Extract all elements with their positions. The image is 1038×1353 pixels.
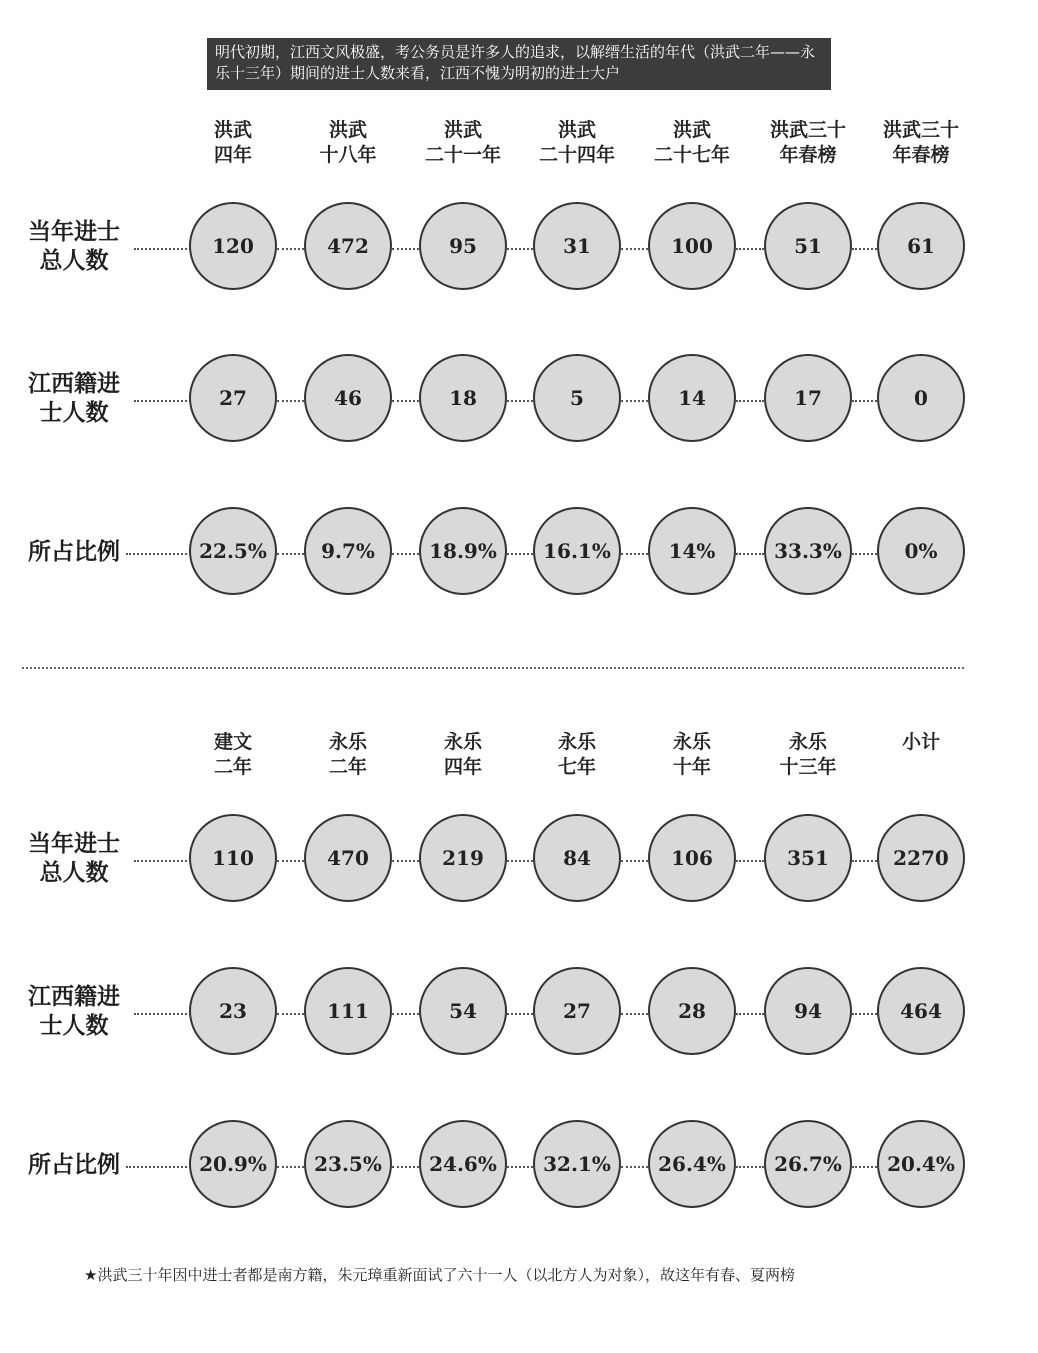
value-circle-ratio: 33.3% — [764, 507, 852, 595]
column-header: 永乐 四年 — [443, 731, 482, 778]
connector-dots — [852, 248, 877, 250]
value-circle-jiangxi: 18 — [419, 354, 507, 442]
connector-dots — [852, 553, 877, 555]
connector-dots — [392, 400, 419, 402]
value-circle-jiangxi: 0 — [877, 354, 965, 442]
value-circle-jiangxi: 464 — [877, 967, 965, 1055]
value-circle-jiangxi: 27 — [189, 354, 277, 442]
value-circle-ratio: 26.7% — [764, 1120, 852, 1208]
connector-dots — [507, 860, 533, 862]
value-circle-ratio: 32.1% — [533, 1120, 621, 1208]
value-circle-ratio: 18.9% — [419, 507, 507, 595]
value-circle-ratio: 26.4% — [648, 1120, 736, 1208]
value-circle-total: 84 — [533, 814, 621, 902]
connector-dots — [852, 400, 877, 402]
connector-dots — [621, 400, 648, 402]
connector-dots — [277, 248, 304, 250]
leader-dots — [126, 553, 187, 555]
value-circle-total: 106 — [648, 814, 736, 902]
value-circle-ratio: 0% — [877, 507, 965, 595]
connector-dots — [852, 1013, 877, 1015]
footnote: ★洪武三十年因中进士者都是南方籍，朱元璋重新面试了六十一人（以北方人为对象），故这年有春、夏两榜 — [84, 1266, 795, 1284]
value-circle-ratio: 22.5% — [189, 507, 277, 595]
connector-dots — [277, 553, 304, 555]
value-circle-total: 472 — [304, 202, 392, 290]
connector-dots — [392, 1013, 419, 1015]
connector-dots — [621, 860, 648, 862]
leader-dots — [134, 400, 187, 402]
value-circle-total: 110 — [189, 814, 277, 902]
value-circle-ratio: 20.4% — [877, 1120, 965, 1208]
value-circle-total: 470 — [304, 814, 392, 902]
connector-dots — [736, 553, 764, 555]
connector-dots — [621, 1166, 648, 1168]
row-label-ratio: 所占比例 — [28, 537, 120, 565]
connector-dots — [277, 1166, 304, 1168]
connector-dots — [621, 553, 648, 555]
row-label-jiangxi: 江西籍进 士人数 — [28, 983, 120, 1039]
column-header: 洪武三十 年春榜 — [769, 119, 846, 166]
value-circle-total: 61 — [877, 202, 965, 290]
connector-dots — [736, 860, 764, 862]
column-header: 永乐 二年 — [328, 731, 367, 778]
column-header: 洪武 二十四年 — [538, 119, 615, 166]
value-circle-jiangxi: 17 — [764, 354, 852, 442]
column-header: 建文 二年 — [213, 731, 252, 778]
value-circle-jiangxi: 46 — [304, 354, 392, 442]
value-circle-jiangxi: 94 — [764, 967, 852, 1055]
connector-dots — [736, 1013, 764, 1015]
connector-dots — [392, 248, 419, 250]
connector-dots — [277, 1013, 304, 1015]
column-header: 洪武 十八年 — [319, 119, 377, 166]
value-circle-jiangxi: 14 — [648, 354, 736, 442]
connector-dots — [392, 553, 419, 555]
value-circle-total: 95 — [419, 202, 507, 290]
intro-banner: 明代初期，江西文风极盛，考公务员是许多人的追求，以解缙生活的年代（洪武二年——永乐十三年）期间的进士人数来看，江西不愧为明初的进士大户 — [207, 38, 831, 90]
leader-dots — [134, 860, 187, 862]
connector-dots — [852, 860, 877, 862]
connector-dots — [621, 248, 648, 250]
connector-dots — [277, 400, 304, 402]
value-circle-ratio: 16.1% — [533, 507, 621, 595]
row-label-total: 当年进士 总人数 — [28, 218, 120, 274]
column-header: 永乐 七年 — [557, 731, 596, 778]
connector-dots — [736, 400, 764, 402]
connector-dots — [507, 553, 533, 555]
connector-dots — [392, 1166, 419, 1168]
value-circle-jiangxi: 111 — [304, 967, 392, 1055]
connector-dots — [507, 1013, 533, 1015]
leader-dots — [126, 1166, 187, 1168]
value-circle-total: 2270 — [877, 814, 965, 902]
connector-dots — [392, 860, 419, 862]
value-circle-total: 31 — [533, 202, 621, 290]
column-header: 洪武三十 年春榜 — [882, 119, 959, 166]
value-circle-jiangxi: 5 — [533, 354, 621, 442]
column-header: 永乐 十年 — [672, 731, 711, 778]
column-header: 洪武 四年 — [213, 119, 252, 166]
row-label-total: 当年进士 总人数 — [28, 830, 120, 886]
value-circle-total: 219 — [419, 814, 507, 902]
value-circle-total: 120 — [189, 202, 277, 290]
connector-dots — [507, 400, 533, 402]
value-circle-jiangxi: 23 — [189, 967, 277, 1055]
value-circle-ratio: 24.6% — [419, 1120, 507, 1208]
value-circle-jiangxi: 27 — [533, 967, 621, 1055]
value-circle-jiangxi: 54 — [419, 967, 507, 1055]
connector-dots — [621, 1013, 648, 1015]
column-header: 永乐 十三年 — [779, 731, 837, 778]
value-circle-ratio: 20.9% — [189, 1120, 277, 1208]
row-label-ratio: 所占比例 — [28, 1150, 120, 1178]
section-divider — [22, 667, 964, 669]
connector-dots — [852, 1166, 877, 1168]
column-header: 小计 — [901, 731, 940, 753]
column-header: 洪武 二十一年 — [424, 119, 501, 166]
row-label-jiangxi: 江西籍进 士人数 — [28, 370, 120, 426]
value-circle-total: 100 — [648, 202, 736, 290]
leader-dots — [134, 1013, 187, 1015]
connector-dots — [507, 248, 533, 250]
value-circle-ratio: 23.5% — [304, 1120, 392, 1208]
value-circle-ratio: 9.7% — [304, 507, 392, 595]
value-circle-total: 51 — [764, 202, 852, 290]
connector-dots — [277, 860, 304, 862]
connector-dots — [736, 248, 764, 250]
value-circle-ratio: 14% — [648, 507, 736, 595]
column-header: 洪武 二十七年 — [653, 119, 730, 166]
connector-dots — [736, 1166, 764, 1168]
connector-dots — [507, 1166, 533, 1168]
value-circle-jiangxi: 28 — [648, 967, 736, 1055]
value-circle-total: 351 — [764, 814, 852, 902]
leader-dots — [134, 248, 187, 250]
